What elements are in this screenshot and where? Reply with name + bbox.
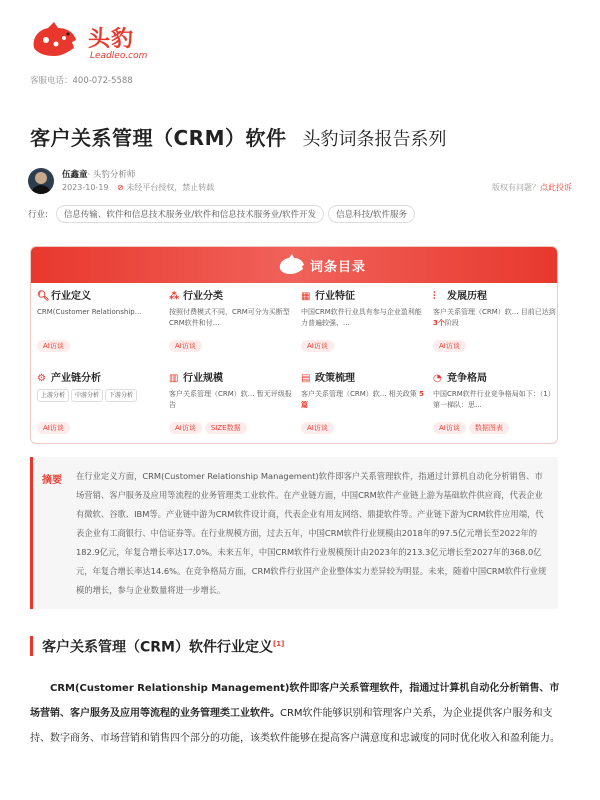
toc-item-definition[interactable] xyxy=(37,287,161,357)
leopard-icon xyxy=(277,253,307,277)
toc-item-label: 发展历程 xyxy=(447,291,487,302)
midstream-tag[interactable]: 中游分析 xyxy=(71,389,103,402)
toc-card xyxy=(30,246,558,444)
toc-item-desc: 客户关系管理（CRM）软... 目前已达到 3个阶段 xyxy=(433,308,556,327)
pie-chart-icon: ◔ xyxy=(433,373,442,384)
toc-item-chain[interactable] xyxy=(37,369,161,439)
author-name[interactable]: 伍鑫童 xyxy=(62,170,88,180)
page-title xyxy=(30,122,446,151)
toc-item-desc xyxy=(37,389,161,411)
toc-item-desc: 按照付费模式不同，CRM可分为买断型CRM软件和付... xyxy=(169,308,290,327)
author-row xyxy=(28,168,572,196)
report-title: 客户关系管理（CRM）软件 xyxy=(30,126,287,150)
timeline-icon: ⫶ xyxy=(433,291,436,302)
summary-box xyxy=(30,457,558,609)
industry-row xyxy=(28,205,419,223)
toc-item-label: 行业分类 xyxy=(183,291,223,302)
ai-interview-pill[interactable]: AI访谈 xyxy=(37,340,70,352)
magnifier-icon: 🔍︎ xyxy=(37,291,50,302)
toc-item-label: 产业链分析 xyxy=(51,373,101,384)
report-series: 头豹词条报告系列 xyxy=(302,129,447,150)
ai-interview-pill[interactable]: AI访谈 xyxy=(433,340,466,352)
toc-item-competition[interactable] xyxy=(433,369,557,439)
hierarchy-icon: ⁂ xyxy=(169,291,180,302)
data-chart-pill[interactable]: 数据图表 xyxy=(469,422,509,434)
upstream-tag[interactable]: 上游分析 xyxy=(37,389,69,402)
toc-item-desc: 客户关系管理（CRM）软... 相关政策 5篇 xyxy=(301,390,424,409)
toc-item-desc: 中国CRM软件行业竞争格局如下：（1）第一梯队：思... xyxy=(433,390,555,409)
ai-interview-pill[interactable]: AI访谈 xyxy=(169,340,202,352)
toc-item-features[interactable] xyxy=(301,287,425,357)
toc-item-scale[interactable] xyxy=(169,369,293,439)
summary-label: 摘要 xyxy=(42,475,62,486)
document-icon: ▤ xyxy=(301,373,311,384)
toc-item-label: 竞争格局 xyxy=(447,373,487,384)
toc-item-label: 政策梳理 xyxy=(315,373,355,384)
chain-icon: ⚙ xyxy=(37,373,46,384)
definition-bold: CRM(Customer Relationship Management)软件即客户关系管理软件，指通过计算机自动化分析销售、市场营销、客户服务及应用等流程的业务管理类工业软件。 xyxy=(30,683,560,719)
restriction-text: 未经平台授权，禁止转载 xyxy=(126,183,215,192)
brand-url: Leadleo.com xyxy=(90,51,148,61)
industry-label: 行业: xyxy=(28,210,48,220)
report-link[interactable]: 点此投诉 xyxy=(540,183,572,192)
publish-date: 2023-10-19 xyxy=(62,183,109,192)
toc-item-desc: CRM(Customer Relationship... xyxy=(37,308,142,316)
industry-tag[interactable]: 信息科技/软件服务 xyxy=(328,205,415,223)
reference-link[interactable]: [1] xyxy=(273,640,285,648)
summary-text: 在行业定义方面，CRM(Customer Relationship Management)软件即客户关系管理软件，指通过计算机自动化分析销售、市场营销、客户服务及应用等流程的业务管理类工业软件。在产业链方面，中国CRM软件产业链上游为基础软件供应商，代表企业有微软、谷歌、IBM等。产业链中游为CRM软件设计商，代表企业有用友网络、鼎捷软件等。产业链下游为CRM软件应用端，代表企业有工商银行、中信证券等。在行业规模方面，过去五年，中国CRM软件行业规模由2018年的97.5亿元增长至2022年的182.9亿元，年复合增长率达17.0%。未来五年，中国CRM软件行业规模预计由2023年的213.3亿元增长至2027年的368.0亿元，年复合增长率达14.6%。在竞争格局方面，CRM软件行业国产企业整体实力差异较为明显。未来，随着中国CRM软件行业规模的增长，参与企业数量将进一步增长。 xyxy=(76,471,547,595)
size-data-pill[interactable]: SIZE数据 xyxy=(205,422,247,434)
toc-item-label: 行业定义 xyxy=(51,291,91,302)
definition-text: CRM软件能够识别和管理客户关系，为企业提供客户服务和支持、数字商务、市场营销和销售四个部分的功能，该类软件能够在提高客户满意度和忠诚度的同时优化收入和盈利能力。 xyxy=(30,708,560,744)
ban-icon: ⊘ xyxy=(117,183,124,192)
author-org: · 头豹分析师 xyxy=(87,170,136,180)
bar-chart-icon: ▥ xyxy=(169,373,179,384)
toc-item-desc: 客户关系管理（CRM）软... 暂无评级报告 xyxy=(169,390,292,409)
downstream-tag[interactable]: 下游分析 xyxy=(105,389,137,402)
avatar xyxy=(28,168,54,194)
toc-header xyxy=(31,247,557,283)
ai-interview-pill[interactable]: AI访谈 xyxy=(301,340,334,352)
toc-item-policy[interactable] xyxy=(301,369,425,439)
copyright-question: 版权有问题？ xyxy=(492,183,540,192)
leopard-logo-icon xyxy=(28,18,82,62)
ai-interview-pill[interactable]: AI访谈 xyxy=(433,422,466,434)
grid-icon: ▦ xyxy=(301,291,311,302)
toc-item-classification[interactable] xyxy=(169,287,293,357)
toc-item-desc: 中国CRM软件行业具有参与企业盈利能力普遍较强、... xyxy=(301,308,422,327)
toc-title: 词条目录 xyxy=(310,260,367,275)
section-title: 客户关系管理（CRM）软件行业定义[1] xyxy=(30,636,284,656)
brand-name: 头豹 xyxy=(88,27,135,52)
toc-item-history[interactable] xyxy=(433,287,557,357)
toc-item-label: 行业特征 xyxy=(315,291,355,302)
ai-interview-pill[interactable]: AI访谈 xyxy=(301,422,334,434)
service-phone: 客服电话：400-072-5588 xyxy=(30,76,133,86)
definition-paragraph xyxy=(30,676,562,751)
ai-interview-pill[interactable]: AI访谈 xyxy=(169,422,202,434)
industry-tag[interactable]: 信息传输、软件和信息技术服务业/软件和信息技术服务业/软件开发 xyxy=(56,205,324,223)
ai-interview-pill[interactable]: AI访谈 xyxy=(37,422,70,434)
toc-item-label: 行业规模 xyxy=(183,373,223,384)
